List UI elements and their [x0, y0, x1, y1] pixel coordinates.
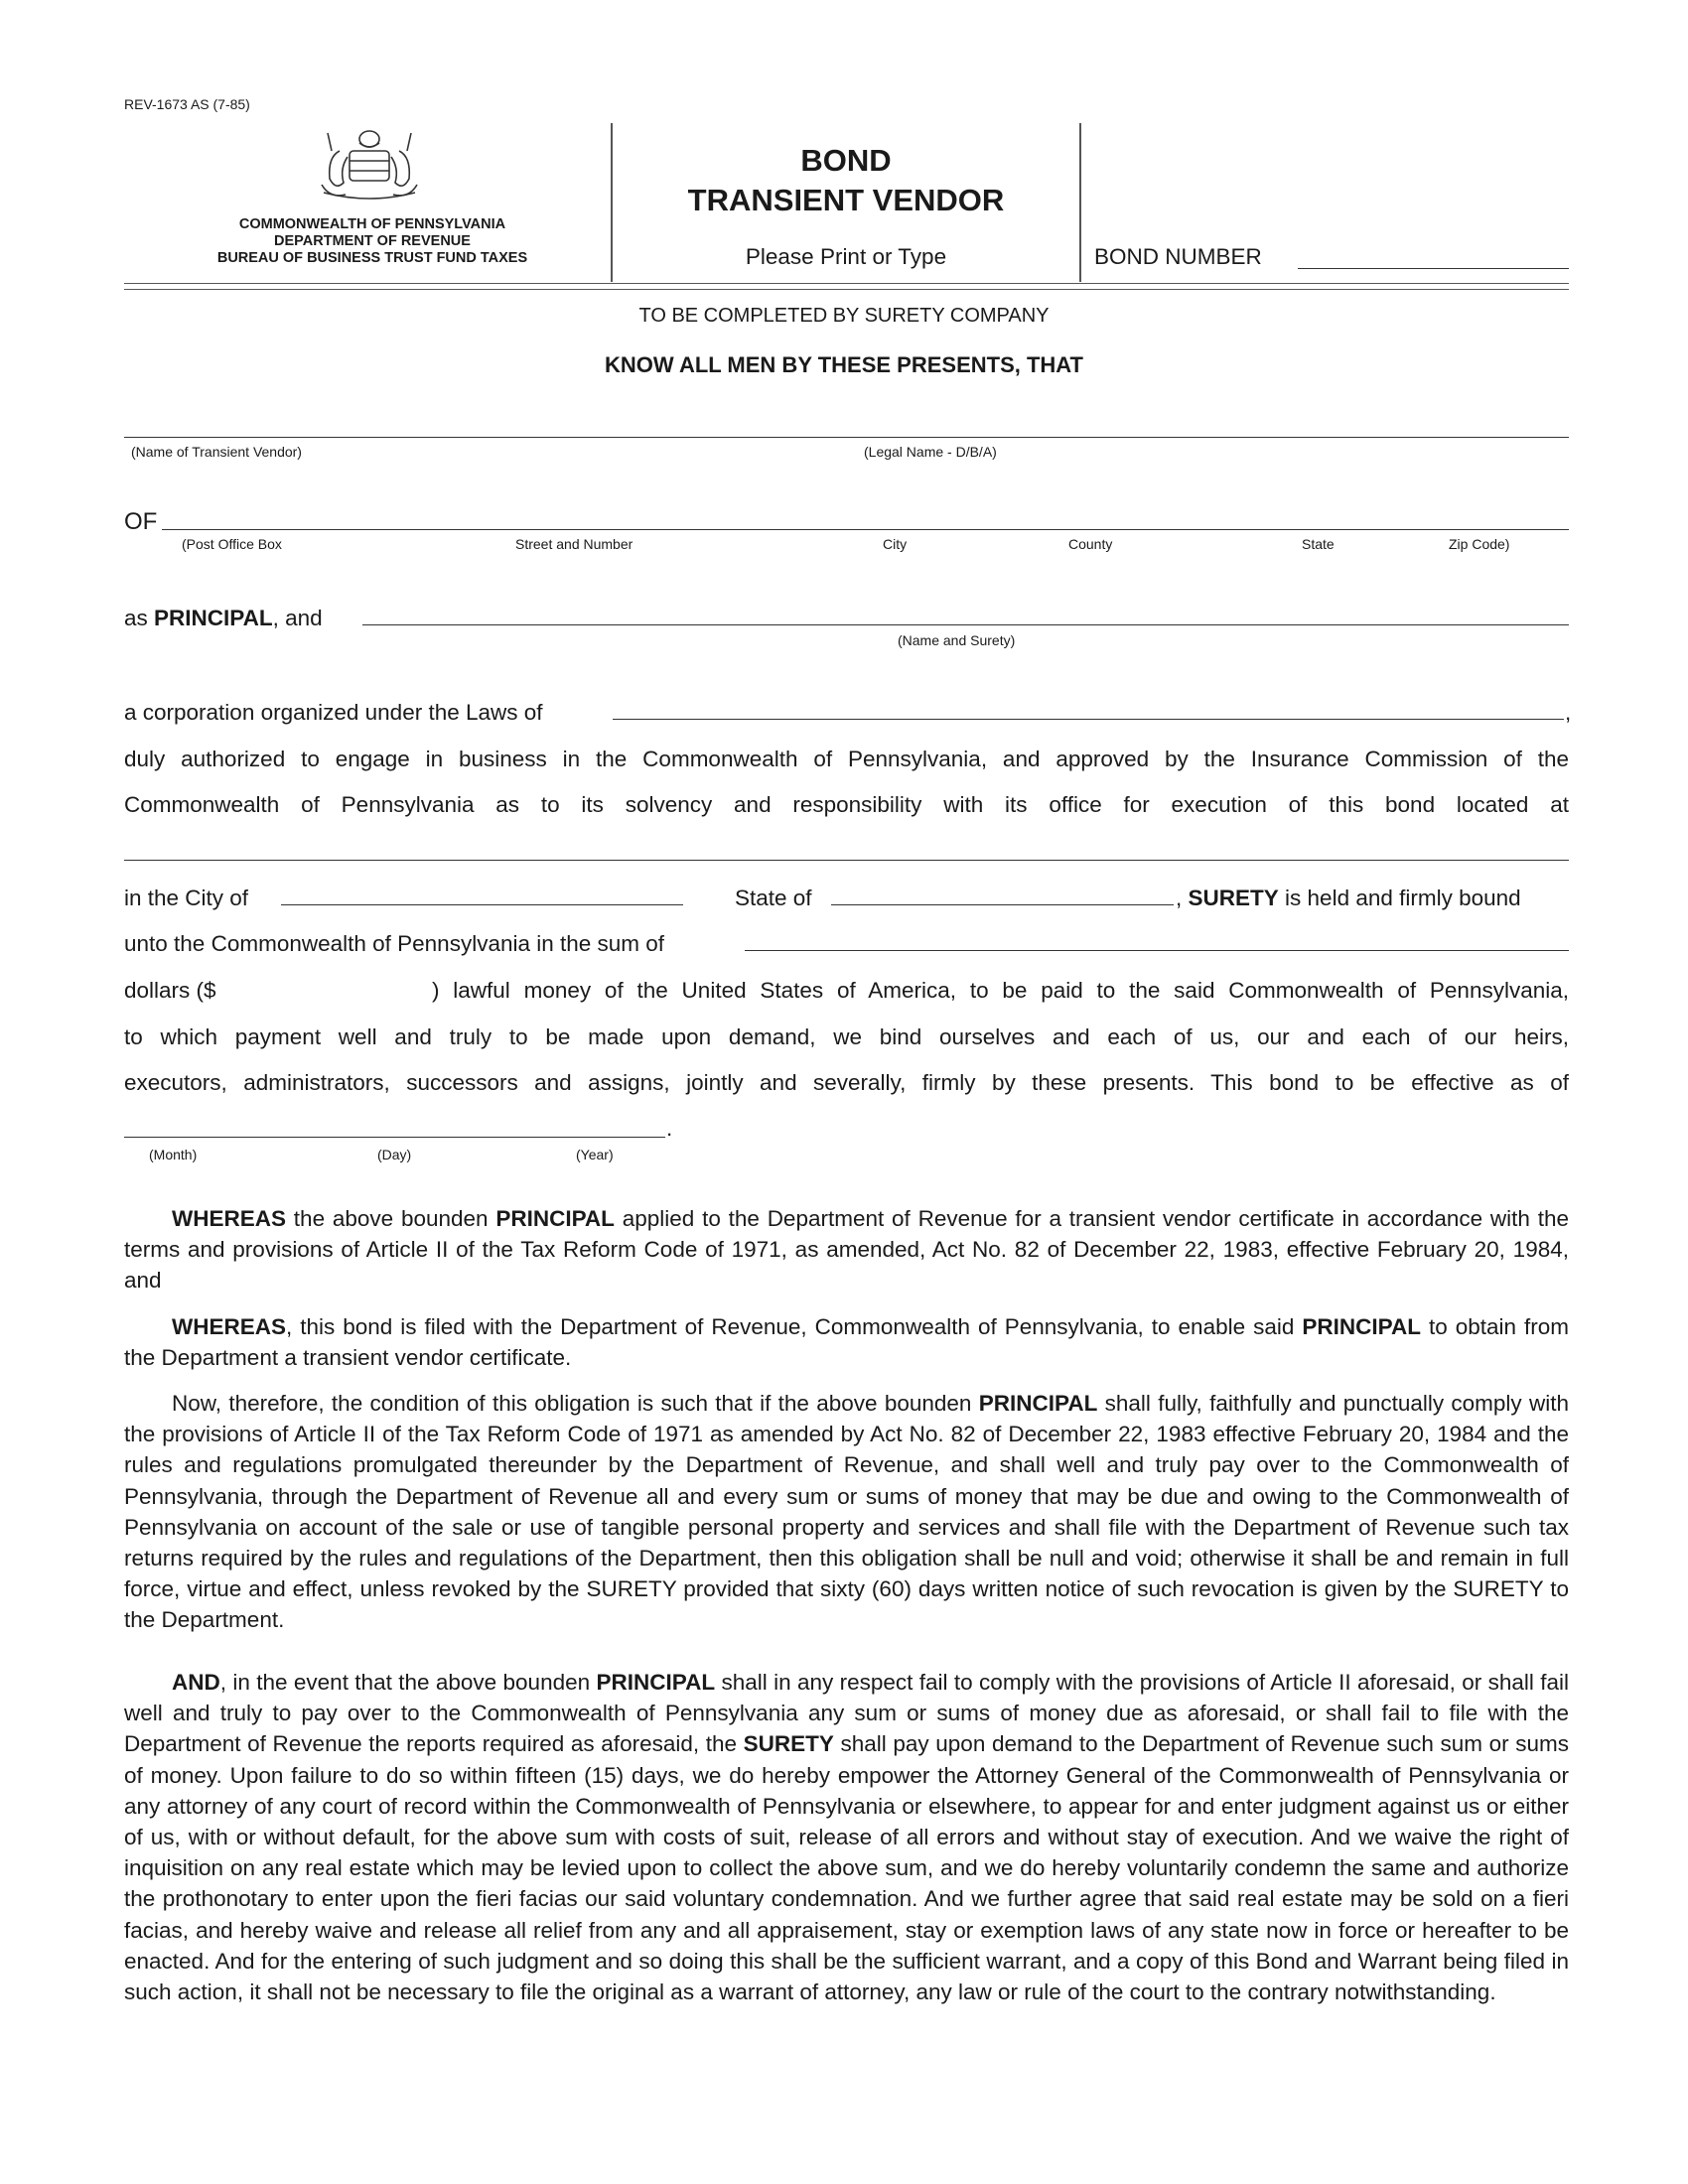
- bond-number-field[interactable]: [1298, 244, 1569, 269]
- p1-text-2: applied to the Department of Revenue for a transient vendor certificate in accordance with the terms and provisions of Article II of the Tax Reform Code of 1971, as amended, Act No. 82 of December 22, 1983, effective February 20, 1984, and: [124, 1206, 1569, 1294]
- city-label: in the City of: [124, 886, 249, 910]
- surety-bold: SURETY: [743, 1731, 834, 1757]
- whereas-bold-2: WHEREAS: [172, 1314, 287, 1339]
- p4-text-2: shall in any respect fail to comply with the provisions of Article II aforesaid, or shall fail well and truly to pay over to the Commonwealth of Pennsylvania any sum or sums of money due as aforesaid, or shall fail to file with the Department of Revenue the reports required as aforesaid, the: [124, 1670, 1569, 1757]
- whereas-bold-1: WHEREAS: [172, 1206, 287, 1231]
- date-label-day: (Day): [377, 1147, 412, 1162]
- address-label-county: County: [1068, 536, 1113, 552]
- address-label-city: City: [883, 536, 908, 552]
- sum-words-field[interactable]: [745, 926, 1569, 951]
- p3-text-1: Now, therefore, the condition of this obligation is such that if the above bounden: [172, 1391, 979, 1416]
- agency-block: [209, 216, 536, 267]
- form-code: REV-1673 AS (7-85): [124, 96, 250, 112]
- date-label-month: (Month): [149, 1147, 198, 1162]
- state-label: State of: [735, 886, 812, 910]
- held-text: is held and firmly bound: [1278, 886, 1521, 910]
- print-instruction: Please Print or Type: [745, 244, 947, 269]
- sum-text: unto the Commonwealth of Pennsylvania in the sum of: [124, 931, 665, 956]
- office-location-field[interactable]: [124, 836, 1569, 861]
- executors-text: executors, administrators, successors and assigns, jointly and severally, firmly by these presents. This bond to be effective as of: [124, 1070, 1569, 1095]
- p3-text-2: shall fully, faithfully and punctually comply with the provisions of Article II of the Tax Reform Code of 1971 as amended by Act No. 82 of December 22, 1983 effective February 20, 1984 and the rules and regulations promulgated thereunder by the Department of Revenue, and shall well and truly pay over to the Commonwealth of Pennsylvania, through the Department of Revenue all and every sum or sums of money that may be due and owing to the Commonwealth of Pennsylvania on account of the sale or use of tangible personal property and services and shall file with the Department of Revenue such tax returns required by the rules and regulations of the Department, then this obligation shall be null and void; otherwise it shall be and remain in full force, virtue and effect, unless revoked by the SURETY provided that sixty (60) days written notice of such revocation is given by the SURETY to the Department.: [124, 1391, 1569, 1633]
- address-label-state: State: [1302, 536, 1335, 552]
- p2-text-1: , this bond is filed with the Department of Revenue, Commonwealth of Pennsylvania, to enable said: [286, 1314, 1303, 1339]
- whereas-paragraph-2: [124, 1311, 1569, 1373]
- agency-line-3: BUREAU OF BUSINESS TRUST FUND TAXES: [216, 250, 528, 266]
- p4-text-3: shall pay upon demand to the Department of Revenue such sum or sums of money. Upon failure to do so within fifteen (15) days, we do hereby empower the Attorney General of the Commonwealth of Pennsylvania or any attorney of any court of record within the Commonwealth of Pennsylvania or elsewhere, to appear for and enter judgment against us or either of us, with or without default, for the above sum with costs of suit, release of all errors and without stay of execution. And we waive the right of inquisition on any real estate which may be levied upon to collect the above sum, and we do hereby voluntarily condemn the same and authorize the prothonotary to enter upon the fieri facias our said voluntary condemnation. And we further agree that said real estate may be sold on a fieri facias, and hereby waive and release all relief from any and all appraisement, stay or exemption laws of any state now in force or hereafter to be enacted. And for the entering of such judgment and so doing this shall be the sufficient warrant, and a copy of this Bond and Warrant being filed in such action, it shall not be necessary to file the original as a warrant of attorney, any law or rule of the court to the contrary notwithstanding.: [124, 1731, 1570, 2005]
- principal-word: PRINCIPAL: [154, 606, 273, 630]
- header-rule-2: [124, 289, 1569, 290]
- principal-bold-2: PRINCIPAL: [1302, 1314, 1421, 1339]
- vendor-name-label: (Name of Transient Vendor): [131, 444, 302, 460]
- pennsylvania-seal-icon: [310, 121, 429, 206]
- principal-suffix: , and: [272, 606, 323, 630]
- commonwealth-text: Commonwealth of Pennsylvania as to its solvency and responsibility with its office for execution of this bond located at: [124, 792, 1569, 817]
- and-bold: AND: [172, 1670, 220, 1695]
- form-title: [613, 141, 1079, 220]
- title-line-1: BOND: [800, 143, 892, 178]
- bond-number-label: BOND NUMBER: [1094, 244, 1262, 269]
- surety-note: TO BE COMPLETED BY SURETY COMPANY: [638, 305, 1050, 327]
- whereas-paragraph-1: [124, 1203, 1569, 1297]
- of-label: OF: [124, 508, 158, 535]
- address-label-po-box: (Post Office Box: [182, 536, 282, 552]
- p4-text-1: , in the event that the above bounden: [219, 1670, 597, 1695]
- laws-of-field[interactable]: [613, 695, 1564, 720]
- surety-word: SURETY: [1188, 886, 1279, 910]
- effective-date-field[interactable]: [124, 1113, 665, 1138]
- agency-line-2: DEPARTMENT OF REVENUE: [274, 233, 471, 249]
- legal-name-label: (Legal Name - D/B/A): [864, 444, 997, 460]
- surety-name-field[interactable]: [362, 601, 1569, 625]
- lawful-money-text: ) lawful money of the United States of America, to be paid to the said Commonwealth of Pennsylvania,: [432, 978, 1569, 1003]
- surety-name-label: (Name and Surety): [898, 632, 1016, 648]
- principal-bold-4: PRINCIPAL: [596, 1670, 716, 1695]
- surety-held-text: [1176, 886, 1521, 911]
- know-all-heading: KNOW ALL MEN BY THESE PRESENTS, THAT: [605, 352, 1083, 377]
- corporation-text: a corporation organized under the Laws of: [124, 700, 543, 725]
- surety-comma: ,: [1176, 886, 1183, 910]
- principal-prefix: as: [124, 606, 155, 630]
- header-rule-1: [124, 283, 1569, 284]
- p2-text-2: to obtain from the Department a transient vendor certificate.: [124, 1314, 1570, 1371]
- header-divider-right: [1079, 123, 1081, 282]
- dollars-text: dollars ($: [124, 978, 216, 1003]
- address-label-street: Street and Number: [515, 536, 633, 552]
- address-label-zip: Zip Code): [1449, 536, 1510, 552]
- principal-bold-1: PRINCIPAL: [495, 1206, 615, 1231]
- date-label-year: (Year): [576, 1147, 614, 1162]
- p1-text-1: the above bounden: [286, 1206, 496, 1231]
- title-line-2: TRANSIENT VENDOR: [687, 183, 1005, 217]
- principal-bold-3: PRINCIPAL: [978, 1391, 1098, 1416]
- comma: ,: [1565, 700, 1572, 725]
- agency-line-1: COMMONWEALTH OF PENNSYLVANIA: [238, 216, 506, 232]
- principal-line-label: [124, 606, 323, 631]
- dollar-amount-field[interactable]: [238, 973, 427, 997]
- condition-paragraph: [124, 1388, 1569, 1636]
- date-period: .: [666, 1116, 673, 1141]
- state-field[interactable]: [831, 881, 1174, 905]
- vendor-name-field[interactable]: [124, 413, 1569, 438]
- city-field[interactable]: [281, 881, 683, 905]
- and-paragraph: [124, 1667, 1569, 2007]
- authorized-text: duly authorized to engage in business in the Commonwealth of Pennsylvania, and approved by the Insurance Commission of the: [124, 747, 1569, 771]
- payment-text: to which payment well and truly to be made upon demand, we bind ourselves and each of us, our and each of our heirs,: [124, 1024, 1569, 1049]
- address-field[interactable]: [162, 505, 1569, 530]
